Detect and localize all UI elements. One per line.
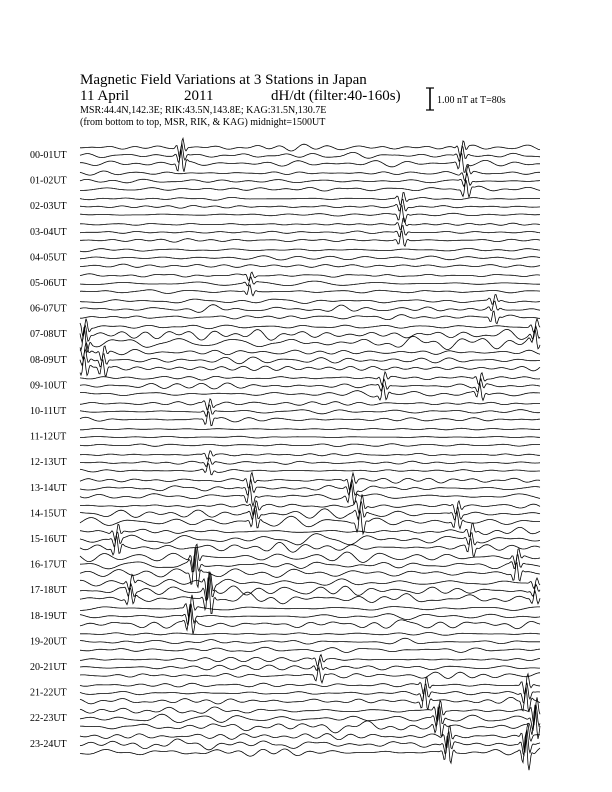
station-trace-msr [80, 536, 540, 557]
station-trace-msr [80, 264, 540, 267]
hour-label: 05-06UT [30, 278, 67, 289]
hour-label: 00-01UT [30, 150, 67, 161]
hour-label: 03-04UT [30, 226, 67, 238]
station-trace-kag [80, 655, 540, 667]
station-trace-rik [80, 256, 540, 260]
station-trace-rik [80, 173, 540, 186]
station-trace-rik [80, 638, 540, 644]
hour-label: 20-21UT [30, 662, 67, 673]
station-trace-msr [80, 444, 540, 447]
scale-label: 1.00 nT at T=80s [437, 95, 506, 106]
date-day: 11 April [80, 88, 130, 104]
station-trace-msr [80, 647, 540, 652]
hour-label: 15-16UT [30, 534, 67, 545]
hour-label: 23-24UT [30, 738, 67, 750]
station-trace-msr [80, 687, 540, 712]
station-trace-kag [80, 342, 540, 360]
hour-label: 22-23UT [30, 713, 67, 725]
station-trace-kag [80, 633, 540, 636]
station-trace-kag [80, 138, 540, 157]
station-trace-kag [80, 572, 540, 600]
station-trace-msr [80, 311, 540, 324]
stations-line: MSR:44.4N,142.3E; RIK:43.5N,143.8E; KAG:31.5N,130.7E [80, 105, 327, 116]
station-trace-rik [80, 436, 540, 438]
hour-label: 12-13UT [30, 457, 67, 469]
hour-label: 09-10UT [30, 380, 67, 392]
hour-label: 16-17UT [30, 559, 67, 571]
station-trace-rik [80, 379, 540, 392]
hour-label: 04-05UT [30, 252, 67, 264]
hour-label: 10-11UT [30, 406, 67, 417]
station-trace-kag [80, 249, 540, 252]
station-trace-msr [80, 482, 540, 506]
station-trace-rik [80, 705, 540, 731]
hour-label: 19-20UT [30, 636, 67, 648]
hour-label: 01-02UT [30, 175, 67, 187]
hour-label: 08-09UT [30, 354, 67, 366]
plot-title: Magnetic Field Variations at 3 Stations in Japan [80, 72, 367, 88]
station-trace-msr [80, 148, 540, 172]
station-trace-msr [80, 733, 540, 770]
order-note: (from bottom to top, MSR, RIK, & KAG) midnight=1500UT [80, 117, 326, 128]
hour-label: 13-14UT [30, 482, 67, 494]
station-trace-kag [80, 295, 540, 305]
station-trace-rik [80, 226, 540, 237]
hour-label: 02-03UT [30, 201, 67, 213]
station-trace-msr [80, 578, 540, 614]
date-year: 2011 [184, 88, 214, 104]
station-trace-kag [80, 218, 540, 230]
scale-bar-icon [425, 86, 435, 112]
station-trace-rik [80, 277, 540, 286]
hour-label: 21-22UT [30, 687, 67, 699]
hour-label: 11-12UT [30, 431, 67, 443]
hour-label: 17-18UT [30, 585, 67, 597]
hour-label: 14-15UT [30, 508, 67, 520]
hour-label: 07-08UT [30, 329, 67, 341]
station-trace-rik [80, 405, 540, 417]
station-trace-kag [80, 372, 540, 385]
station-trace-msr [80, 327, 540, 352]
station-trace-rik [80, 548, 540, 572]
station-trace-kag [80, 674, 540, 695]
station-trace-kag [80, 428, 540, 430]
quantity-label: dH/dt (filter:40-160s) [271, 88, 401, 104]
station-trace-msr [80, 668, 540, 683]
station-trace-kag [80, 272, 540, 281]
station-trace-rik [80, 479, 540, 495]
station-trace-msr [80, 180, 540, 197]
station-trace-rik [80, 199, 540, 211]
station-trace-msr [80, 463, 540, 475]
station-trace-kag [80, 523, 540, 541]
station-trace-kag [80, 165, 540, 181]
station-trace-kag [80, 193, 540, 205]
station-trace-kag [80, 399, 540, 410]
station-trace-msr [80, 231, 540, 246]
station-trace-kag [80, 451, 540, 460]
station-trace-rik [80, 659, 540, 671]
station-trace-msr [80, 206, 540, 223]
station-trace-rik [80, 458, 540, 467]
station-trace-rik [80, 573, 540, 602]
hour-label: 06-07UT [30, 303, 67, 315]
station-trace-msr [80, 411, 540, 425]
station-trace-kag [80, 544, 540, 572]
station-trace-msr [80, 285, 540, 296]
station-trace-rik [80, 501, 540, 520]
hour-label: 18-19UT [30, 610, 67, 622]
station-trace-kag [80, 319, 540, 338]
scale-bar [425, 86, 555, 112]
